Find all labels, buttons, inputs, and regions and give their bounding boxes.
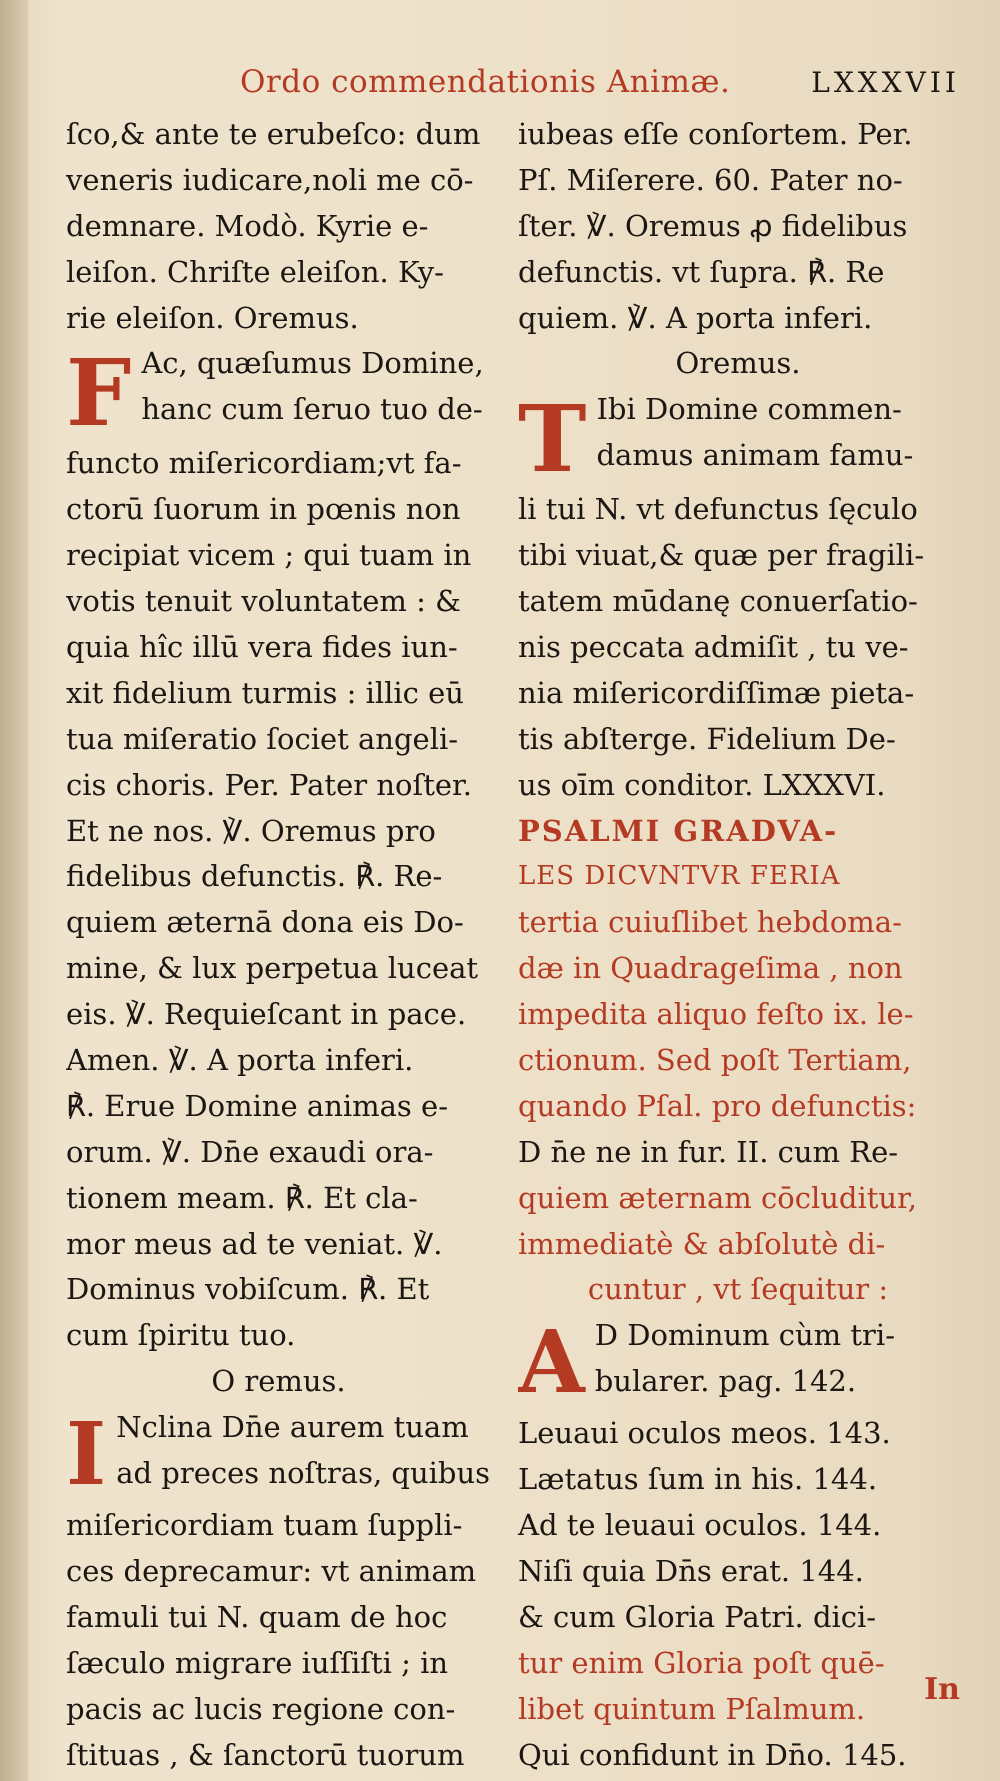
text-line: ſter. ℣. Oremus ꝓ fidelibus xyxy=(518,208,908,243)
psalm-entry: Lætatus ſum in his. 144. xyxy=(518,1462,878,1497)
text-line: mine, & lux perpetua luceat xyxy=(66,951,479,986)
text-line: hanc cum ſeruo tuo de- xyxy=(141,392,483,427)
text-line: Ibi Domine commen- xyxy=(596,392,902,427)
catchword: In xyxy=(924,1672,960,1707)
text-line: tua miſeratio ſociet angeli- xyxy=(66,721,459,756)
text-line: Pſ. Miſerere. 60. Pater no- xyxy=(518,162,903,197)
text-line: ſtituas , & ſanctorū tuorum xyxy=(66,1737,465,1772)
right-column xyxy=(518,112,958,1779)
text-line: iubeas eſſe conſortem. Per. xyxy=(518,117,913,151)
text-line: eis. ℣. Requieſcant in pace. xyxy=(66,997,467,1032)
psalm-entry: libet quintum Pſalmum. xyxy=(518,1691,866,1726)
text-line: Et ne nos. ℣. Oremus pro xyxy=(66,813,436,848)
text-line: fidelibus defunctis. ℟. Re- xyxy=(66,859,443,894)
rubric-line: quiem æternam cōcluditur, xyxy=(518,1180,917,1215)
rubric-line: LES DICVNTVR FERIA xyxy=(518,861,841,892)
text-line: defunctis. vt ſupra. ℟. Re xyxy=(518,254,885,289)
text-line: nia miſericordiſſimæ pieta- xyxy=(518,675,915,710)
drop-cap: F xyxy=(66,341,132,448)
rubric-line: tertia cuiuſlibet hebdoma- xyxy=(518,905,902,940)
text-line: ces deprecamur: vt animam xyxy=(66,1554,477,1589)
text-line: cum ſpiritu tuo. xyxy=(66,1318,296,1353)
oremus-heading: O remus. xyxy=(211,1364,346,1399)
paragraph-inclina xyxy=(66,1405,491,1778)
text-line: us oīm conditor. LXXXVI. xyxy=(518,767,886,802)
gutter-shadow xyxy=(0,0,28,1781)
text-line: D Dominum cùm tri- xyxy=(594,1318,895,1353)
text-line: tatem mūdanę conuerſatio- xyxy=(518,584,918,619)
rubric-line: PSALMI GRADVA- xyxy=(518,813,839,848)
psalm-entry: Qui confidunt in Dn̄o. 145. xyxy=(518,1737,907,1772)
text-line: orum. ℣. Dn̄e exaudi ora- xyxy=(66,1134,434,1169)
text-line: Dominus vobiſcum. ℟. Et xyxy=(66,1272,430,1307)
rubric-line: immediatè & abſolutè di- xyxy=(518,1226,886,1261)
text-line: tibi viuat,& quæ per fragili- xyxy=(518,538,925,573)
psalm-entry: Ad te leuaui oculos. 144. xyxy=(518,1508,882,1543)
psalm-entry: Leuaui oculos meos. 143. xyxy=(518,1416,891,1451)
text-line: tis abſterge. Fidelium De- xyxy=(518,721,896,756)
text-line: ad preces noſtras, quibus xyxy=(116,1456,491,1491)
text-line: ſco,& ante te erubeſco: dum xyxy=(66,117,481,151)
text-line: miſericordiam tuam ſuppli- xyxy=(66,1508,463,1543)
folio-number: LXXXVII xyxy=(811,66,960,99)
text-line: ſæculo migrare iuſſiſti ; in xyxy=(66,1645,449,1680)
drop-cap: A xyxy=(518,1313,585,1412)
rubric-line: D n̄e ne in fur. II. cum Re- xyxy=(518,1134,899,1169)
running-title: Ordo commendationis Animæ. xyxy=(240,64,731,100)
text-line: pacis ac lucis regione con- xyxy=(66,1691,456,1726)
psalm-entry: & cum Gloria Patri. dici- xyxy=(518,1599,877,1634)
left-column xyxy=(66,112,491,1779)
text-line: li tui N. vt defunctus ſęculo xyxy=(518,492,918,527)
text-line: votis tenuit voluntatem : & xyxy=(66,584,461,619)
text-line: xit fidelium turmis : illic eū xyxy=(66,675,464,710)
text-line: bularer. pag. 142. xyxy=(594,1364,857,1399)
text-line: Ac, quæſumus Domine, xyxy=(141,346,484,381)
text-line: cis choris. Per. Pater noſter. xyxy=(66,767,472,802)
text-line: tionem meam. ℟. Et cla- xyxy=(66,1180,418,1215)
text-line: functo miſericordiam;vt fa- xyxy=(66,446,462,481)
text-line: quia hîc illū vera fides iun- xyxy=(66,630,458,665)
drop-cap: T xyxy=(518,387,587,494)
text-line: leiſon. Chriſte eleiſon. Ky- xyxy=(66,254,444,289)
psalm-entry: Niſi quia Dn̄s erat. 144. xyxy=(518,1554,864,1589)
text-line: Nclina Dn̄e aurem tuam xyxy=(116,1410,469,1445)
page-header xyxy=(240,58,960,108)
paragraph-tibi xyxy=(518,387,958,808)
rubric-line: ctionum. Sed poſt Tertiam, xyxy=(518,1043,912,1078)
text-line: damus animam famu- xyxy=(596,438,914,473)
text-line: ℟. Erue Domine animas e- xyxy=(66,1088,448,1123)
oremus-heading: Oremus. xyxy=(675,346,801,381)
rubric-line: cuntur , vt ſequitur : xyxy=(587,1272,889,1307)
rubric-line: dæ in Quadrageſima , non xyxy=(518,951,903,986)
paragraph-ad-dominum xyxy=(518,1313,958,1411)
rubric-line: impedita aliquo feſto ix. le- xyxy=(518,997,914,1032)
text-line: ctorū ſuorum in pœnis non xyxy=(66,492,461,527)
text-line: famuli tui N. quam de hoc xyxy=(66,1599,448,1634)
text-line: quiem. ℣. A porta inferi. xyxy=(518,300,873,335)
text-line: rie eleiſon. Oremus. xyxy=(66,300,359,335)
psalm-entry: tur enim Gloria poſt quē- xyxy=(518,1645,885,1680)
text-line: veneris iudicare,noli me cō- xyxy=(66,162,474,197)
drop-cap: I xyxy=(66,1405,107,1506)
text-line: recipiat vicem ; qui tuam in xyxy=(66,538,472,573)
text-line: Amen. ℣. A porta inferi. xyxy=(66,1043,414,1078)
text-line: mor meus ad te veniat. ℣. xyxy=(66,1226,443,1261)
paragraph-fac xyxy=(66,341,491,1359)
text-line: demnare. Modò. Kyrie e- xyxy=(66,208,429,243)
text-line: quiem æternā dona eis Do- xyxy=(66,905,464,940)
text-line: nis peccata admiſit , tu ve- xyxy=(518,630,909,665)
rubric-line: quando Pſal. pro defunctis: xyxy=(518,1088,917,1123)
